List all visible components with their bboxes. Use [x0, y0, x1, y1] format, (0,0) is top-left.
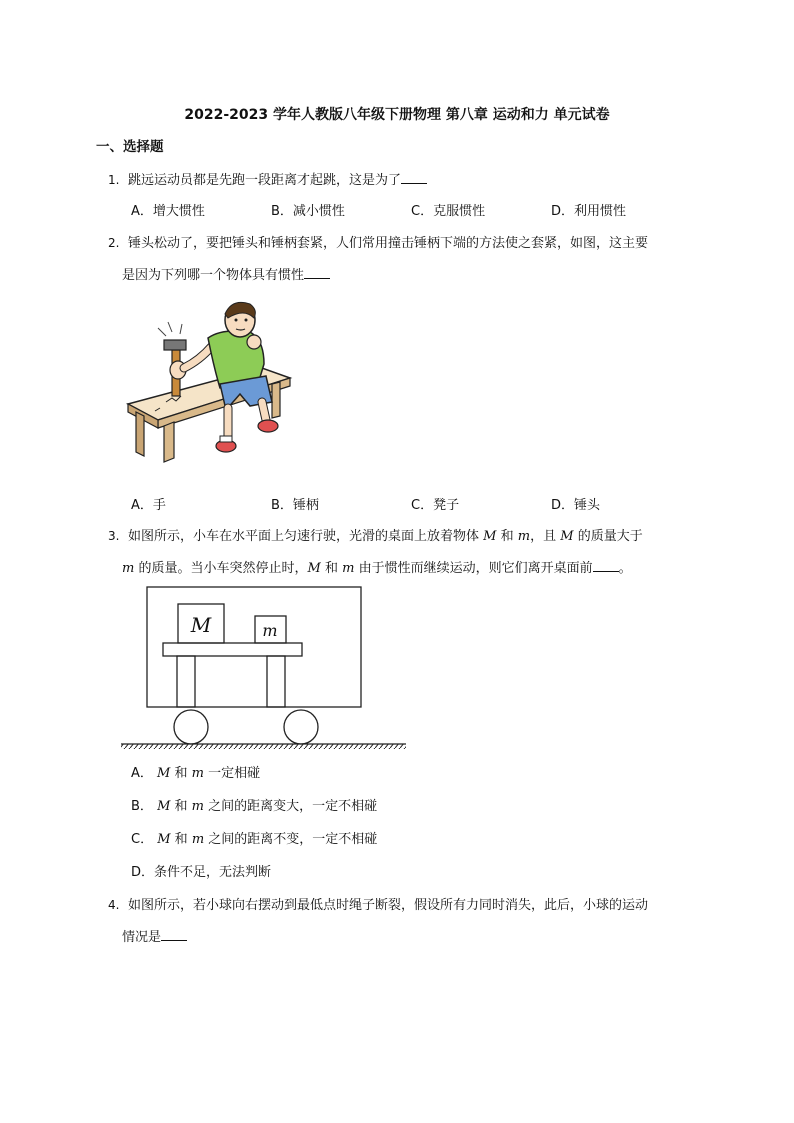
block-M-label: M [190, 613, 212, 637]
answer-blank [161, 926, 187, 941]
section-heading: 一、选择题 [96, 139, 164, 155]
question-2 [108, 227, 708, 292]
question-text: 。 [618, 561, 632, 576]
question-text: 跳远运动员都是先跑一段距离才起跳，这是为了 [128, 173, 402, 188]
mass-M-symbol: M [483, 529, 497, 544]
mass-M-symbol: M [157, 832, 171, 847]
question-number: 2. [108, 236, 120, 250]
document-title: 2022-2023 学年人教版八年级下册物理 第八章 运动和力 单元试卷 [184, 107, 610, 123]
question-1-options [131, 200, 691, 219]
question-text-line2: 是因为下列哪一个物体具有惯性 [122, 268, 305, 283]
question-number: 1. [108, 173, 120, 187]
option-c: C． M 和 m 之间的距离不变，一定不相碰 [131, 832, 378, 847]
option-c: C．克服惯性 [411, 204, 486, 219]
question-text: 由于惯性而继续运动，则它们离开桌面前 [358, 561, 593, 576]
conjunction: 和 [174, 799, 188, 814]
question-text-line1: 如图所示，若小球向右摆动到最低点时绳子断裂，假设所有力同时消失，此后，小球的运动 [128, 898, 649, 913]
question-number: 4. [108, 898, 120, 912]
question-number: 3. [108, 529, 120, 543]
conjunction: 和 [174, 766, 188, 781]
block-m-label: m [262, 621, 278, 640]
question-3 [108, 520, 708, 585]
question-text-line1: 锤头松动了，要把锤头和锤柄套紧，人们常用撞击锤柄下端的方法使之套紧，如图，这主要 [128, 236, 649, 251]
option-b: B．锤柄 [271, 498, 319, 513]
mass-M-symbol: M [307, 561, 321, 576]
mass-m-symbol: m [191, 832, 205, 847]
cart-diagram [120, 586, 410, 750]
option-a: A．手 [131, 498, 166, 513]
mass-m-symbol: m [517, 529, 531, 544]
question-text: 如图所示，小车在水平面上匀速行驶，光滑的桌面上放着物体 [128, 529, 480, 544]
mass-M-symbol: M [157, 799, 171, 814]
conjunction: 和 [500, 529, 514, 544]
question-3-options [131, 757, 691, 889]
question-text-line2: 情况是 [122, 930, 162, 945]
answer-blank [401, 169, 427, 184]
answer-blank [304, 264, 330, 279]
hammer-bench-illustration [122, 298, 302, 464]
mass-m-symbol: m [342, 561, 355, 576]
option-d: D．利用惯性 [551, 204, 627, 219]
answer-blank [593, 557, 619, 572]
option-c: C．凳子 [411, 498, 460, 513]
question-text: 的质量。当小车突然停止时， [138, 561, 308, 576]
mass-m-symbol: m [191, 766, 204, 781]
option-d: D．锤头 [551, 498, 601, 513]
mass-M-symbol: M [560, 529, 574, 544]
option-b: B．减小惯性 [271, 204, 345, 219]
mass-m-symbol: m [122, 561, 135, 576]
question-4 [108, 889, 708, 954]
question-2-options [131, 494, 691, 513]
question-text: ，且 [530, 529, 557, 544]
option-a: A． M 和 m 一定相碰 [131, 766, 261, 781]
question-text: 的质量大于 [577, 529, 643, 544]
option-d: D．条件不足，无法判断 [131, 865, 272, 880]
mass-m-symbol: m [191, 799, 204, 814]
option-b: B． M 和 m 之间的距离变大，一定不相碰 [131, 799, 378, 814]
conjunction: 和 [324, 561, 338, 576]
question-1 [108, 164, 708, 197]
mass-M-symbol: M [157, 766, 171, 781]
option-a: A．增大惯性 [131, 204, 205, 219]
conjunction: 和 [174, 832, 188, 847]
